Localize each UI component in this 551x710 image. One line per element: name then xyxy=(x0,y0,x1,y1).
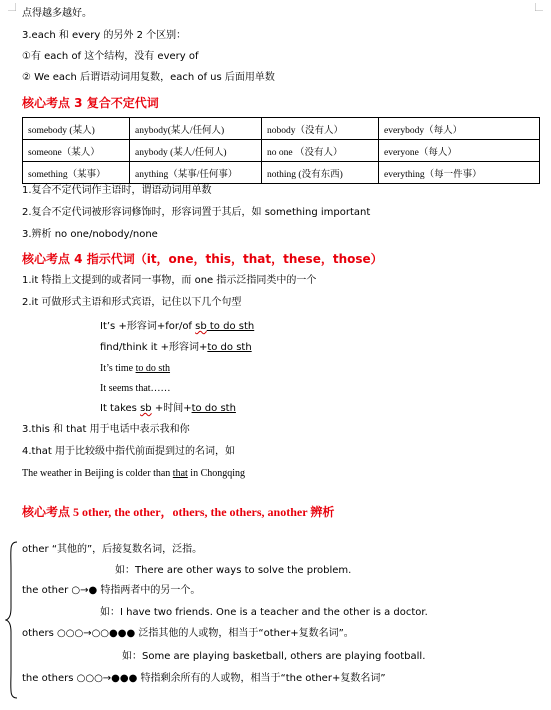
compound-pronoun-table xyxy=(22,117,540,184)
usage-line: others ○○○→○○●●● 泛指其他的人或物，相当于“other+复数名词”。 xyxy=(22,628,354,639)
text-line: ①有 each of 这个结构，没有 every of xyxy=(22,51,199,62)
note-line: 3.辨析 no one/nobody/none xyxy=(22,229,158,240)
usage-example: 如：I have two friends. One is a teacher and the other is a doctor. xyxy=(100,607,428,618)
section-heading-5: 核心考点 5 other, the other，others, the others, another 辨析 xyxy=(22,505,335,519)
usage-example: 如：Some are playing basketball, others are playing football. xyxy=(122,651,426,662)
text-line: ② We each 后谓语动词用复数，each of us 后面用单数 xyxy=(22,72,275,83)
sentence-pattern: find/think it +形容词+to do sth xyxy=(100,342,252,353)
table-cell: no one （没有人） xyxy=(262,140,379,162)
section-heading-3: 核心考点 3 复合不定代词 xyxy=(22,96,159,110)
table-cell: anybody(某人/任何人) xyxy=(130,118,262,140)
text-line: 4.that 用于比较级中指代前面提到过的名词，如 xyxy=(22,446,236,457)
table-row xyxy=(23,140,540,162)
section-heading-4: 核心考点 4 指示代词（it，one，this，that，these，those） xyxy=(22,252,383,266)
note-line: 1.复合不定代词作主语时，谓语动词用单数 xyxy=(22,185,212,196)
usage-line: the other ○→● 特指两者中的另一个。 xyxy=(22,585,201,596)
sentence-pattern: It seems that…… xyxy=(100,383,171,394)
table-cell: nothing (没有东西) xyxy=(262,162,379,184)
corner-mark-top-left xyxy=(8,3,16,11)
sentence-pattern: It’s +形容词+for/of sb to do sth xyxy=(100,321,255,332)
table-cell: everyone（每人） xyxy=(379,140,540,162)
table-cell: nobody（没有人） xyxy=(262,118,379,140)
table-cell: something（某事） xyxy=(23,162,130,184)
note-line: 2.复合不定代词被形容词修饰时，形容词置于其后，如 something important xyxy=(22,207,371,218)
table-cell: anybody (某人/任何人) xyxy=(130,140,262,162)
text-line: 点得越多越好。 xyxy=(22,8,92,19)
usage-line: other “其他的”，后接复数名词，泛指。 xyxy=(22,544,203,555)
curly-brace-icon xyxy=(5,540,19,700)
table-cell: everybody（每人） xyxy=(379,118,540,140)
text-line: 1.it 特指上文提到的或者同一事物，而 one 指示泛指同类中的一个 xyxy=(22,275,317,286)
text-line: 2.it 可做形式主语和形式宾语，记住以下几个句型 xyxy=(22,297,242,308)
table-cell: anything（某事/任何事） xyxy=(130,162,262,184)
table-row xyxy=(23,118,540,140)
table-cell: someone（某人） xyxy=(23,140,130,162)
table-cell: somebody (某人) xyxy=(23,118,130,140)
text-line: 3.each 和 every 的另外 2 个区别： xyxy=(22,30,187,41)
corner-mark-top-right xyxy=(535,3,543,11)
sentence-pattern: It’s time to do sth xyxy=(100,363,171,374)
table-row xyxy=(23,162,540,184)
usage-line: the others ○○○→●●● 特指剩余所有的人或物，相当于“the other+复数名词” xyxy=(22,673,386,684)
example-sentence: The weather in Beijing is colder than that in Chongqing xyxy=(22,468,246,479)
sentence-pattern: It takes sb +时间+to do sth xyxy=(100,403,236,414)
text-line: 3.this 和 that 用于电话中表示我和你 xyxy=(22,424,190,435)
table-cell: everything（每一件事） xyxy=(379,162,540,184)
usage-example: 如：There are other ways to solve the problem. xyxy=(115,565,352,576)
